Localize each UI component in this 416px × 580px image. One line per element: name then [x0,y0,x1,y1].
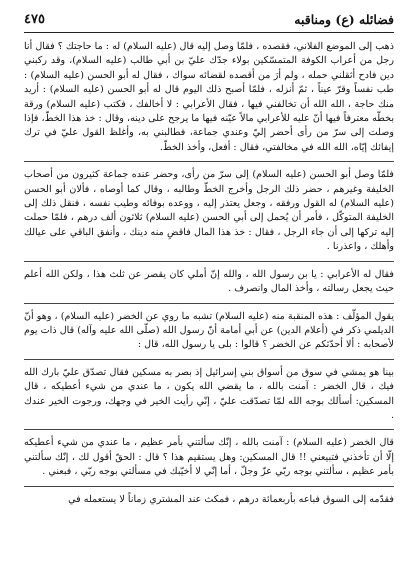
section-divider [24,161,394,162]
page-header [24,8,394,33]
section-divider [24,261,394,262]
running-title: فضائله (ع) ومناقبه [294,12,394,27]
paragraph: بينا هو يمشي في سوق من أسواق بني إسرائيل إذ بصر به مسكين فقال تصدّق عليّ بارك الله فيك ، قال الخضر : آمنت بالله ، ما يقضي الله يكون ، ما عندي من شيء أعطيكه ، قال المسكين: أسألك بوجه الله لمّا تصدّقت عليّ ، إنّي رأيت الخير في وجهك، ورجوت الخير عندك . [24,366,394,421]
paragraph: فقدّمه إلى السوق فباعه بأربعمائة درهم ، فمكث عند المشتري زماناً لا يستعمله في [68,493,394,505]
paragraph: قال الخضر (عليه السلام) : آمنت بالله ، إنّك سألتني بأمر عظيم ، ما عندي من شيء أعطيكه إلّا أن تأخذني فتبيعني !! قال المسكين: وهل يستقيم هذا ؟ قال : الحقّ أقول لك ، إنّك سألتني بأمر عظيم ، سألتني بوجه ربّي عزّ وجلّ ، أما إنّي لا أخيّبك في مسألتي بوجه ربّي ، فبعني . [24,437,394,478]
section-divider [24,429,394,430]
section-divider [24,303,394,304]
section-divider [24,486,394,487]
paragraph: فلمّا وصل أبو الحسن (عليه السلام) إلى سرّ من رأى، وحضر عنده جماعة كثيرون من أصحاب الخليفة وغيرهم ، حضر ذلك الرجل وأخرج الخطّ وطالبه ، وقال كما أوصاه ، فألان أبو الحسن (عليه السلام) له القول ورفقه ، وجعل يعتذر إليه ، ووعده بوفائه وطيب نفسه ، فنقل ذلك إلى الخليفة المتوكّل ، فأمر أن يُحمل إلى أبي الحسن (عليه السلام) ثلاثون ألف درهم ، فلمّا حملت إليه تركها إلى أن جاء الرجل ، فقال : خذ هذا المال فاقضِ منه دينك ، وأنفق الباقي على عيالك وأهلك ، واعذرنا . [24,169,394,253]
paragraph: فقال له الأعرابي : يا بن رسول الله ، والله إنّ أملي كان يقصر عن ثلث هذا ، ولكن الله أعلم حيث يجعل رسالته ، وأخذ المال وانصرف . [24,268,394,295]
page-number: ٤٧٥ [24,12,45,27]
paragraph: يقول المؤلّف : هذه المنقبة منه (عليه السلام) تشبه ما روي عن الخضر (عليه السلام) ، وهو أنّ الديلمي ذكر في (أعلام الدين) عن أبي أمامة أنّ رسول الله (صلّى الله عليه وآله) قال ذات يوم لأصحابه : ألا أحدّثكم عن الخضر ؟ قالوا : بلى يا رسول الله، قال : [24,310,394,351]
paragraph: ذهب إلى الموضع الفلاني، فقصده ، فلمّا وصل إليه قال (عليه السلام) له : ما حاجتك ؟ فقال أنا رجل من أعراب الكوفة المتمسّكين بولاء جدّك عليّ بن أبي طالب (عليه السلام)، وقد ركبني دين فادح أثقلني حمله ، ولم أرَ من أقصده لقضائه سواك ، فقال له أبو الحسن (عليه السلام) : طب نفساً وقرّ عيناً ، ثمّ أنزله ، فلمّا أصبح ذلك اليوم قال له أبو الحسن (عليه السلام) : أريد منك حاجة ، الله الله أن تخالفني فيها ، فقال الأعرابي : لا أخالفك ، فكتب (عليه السلام) ورقة بخطّه معترفاً فيها أنّ عليه للأعرابي مالاً عيّنه فيها ما يرجح على دينه، وقال : خذ هذا الخطّ، فإذا وصلت إلى سرّ من رأى أحضر إليّ وعندي جماعة، فطالبني به، وأغلظ القول عليّ في ترك إيفائك إيّاه، الله الله في مخالفتي، فقال : أفعل، وأخذ الخطّ. [24,41,394,153]
page-body [24,40,394,507]
section-divider [24,359,394,360]
